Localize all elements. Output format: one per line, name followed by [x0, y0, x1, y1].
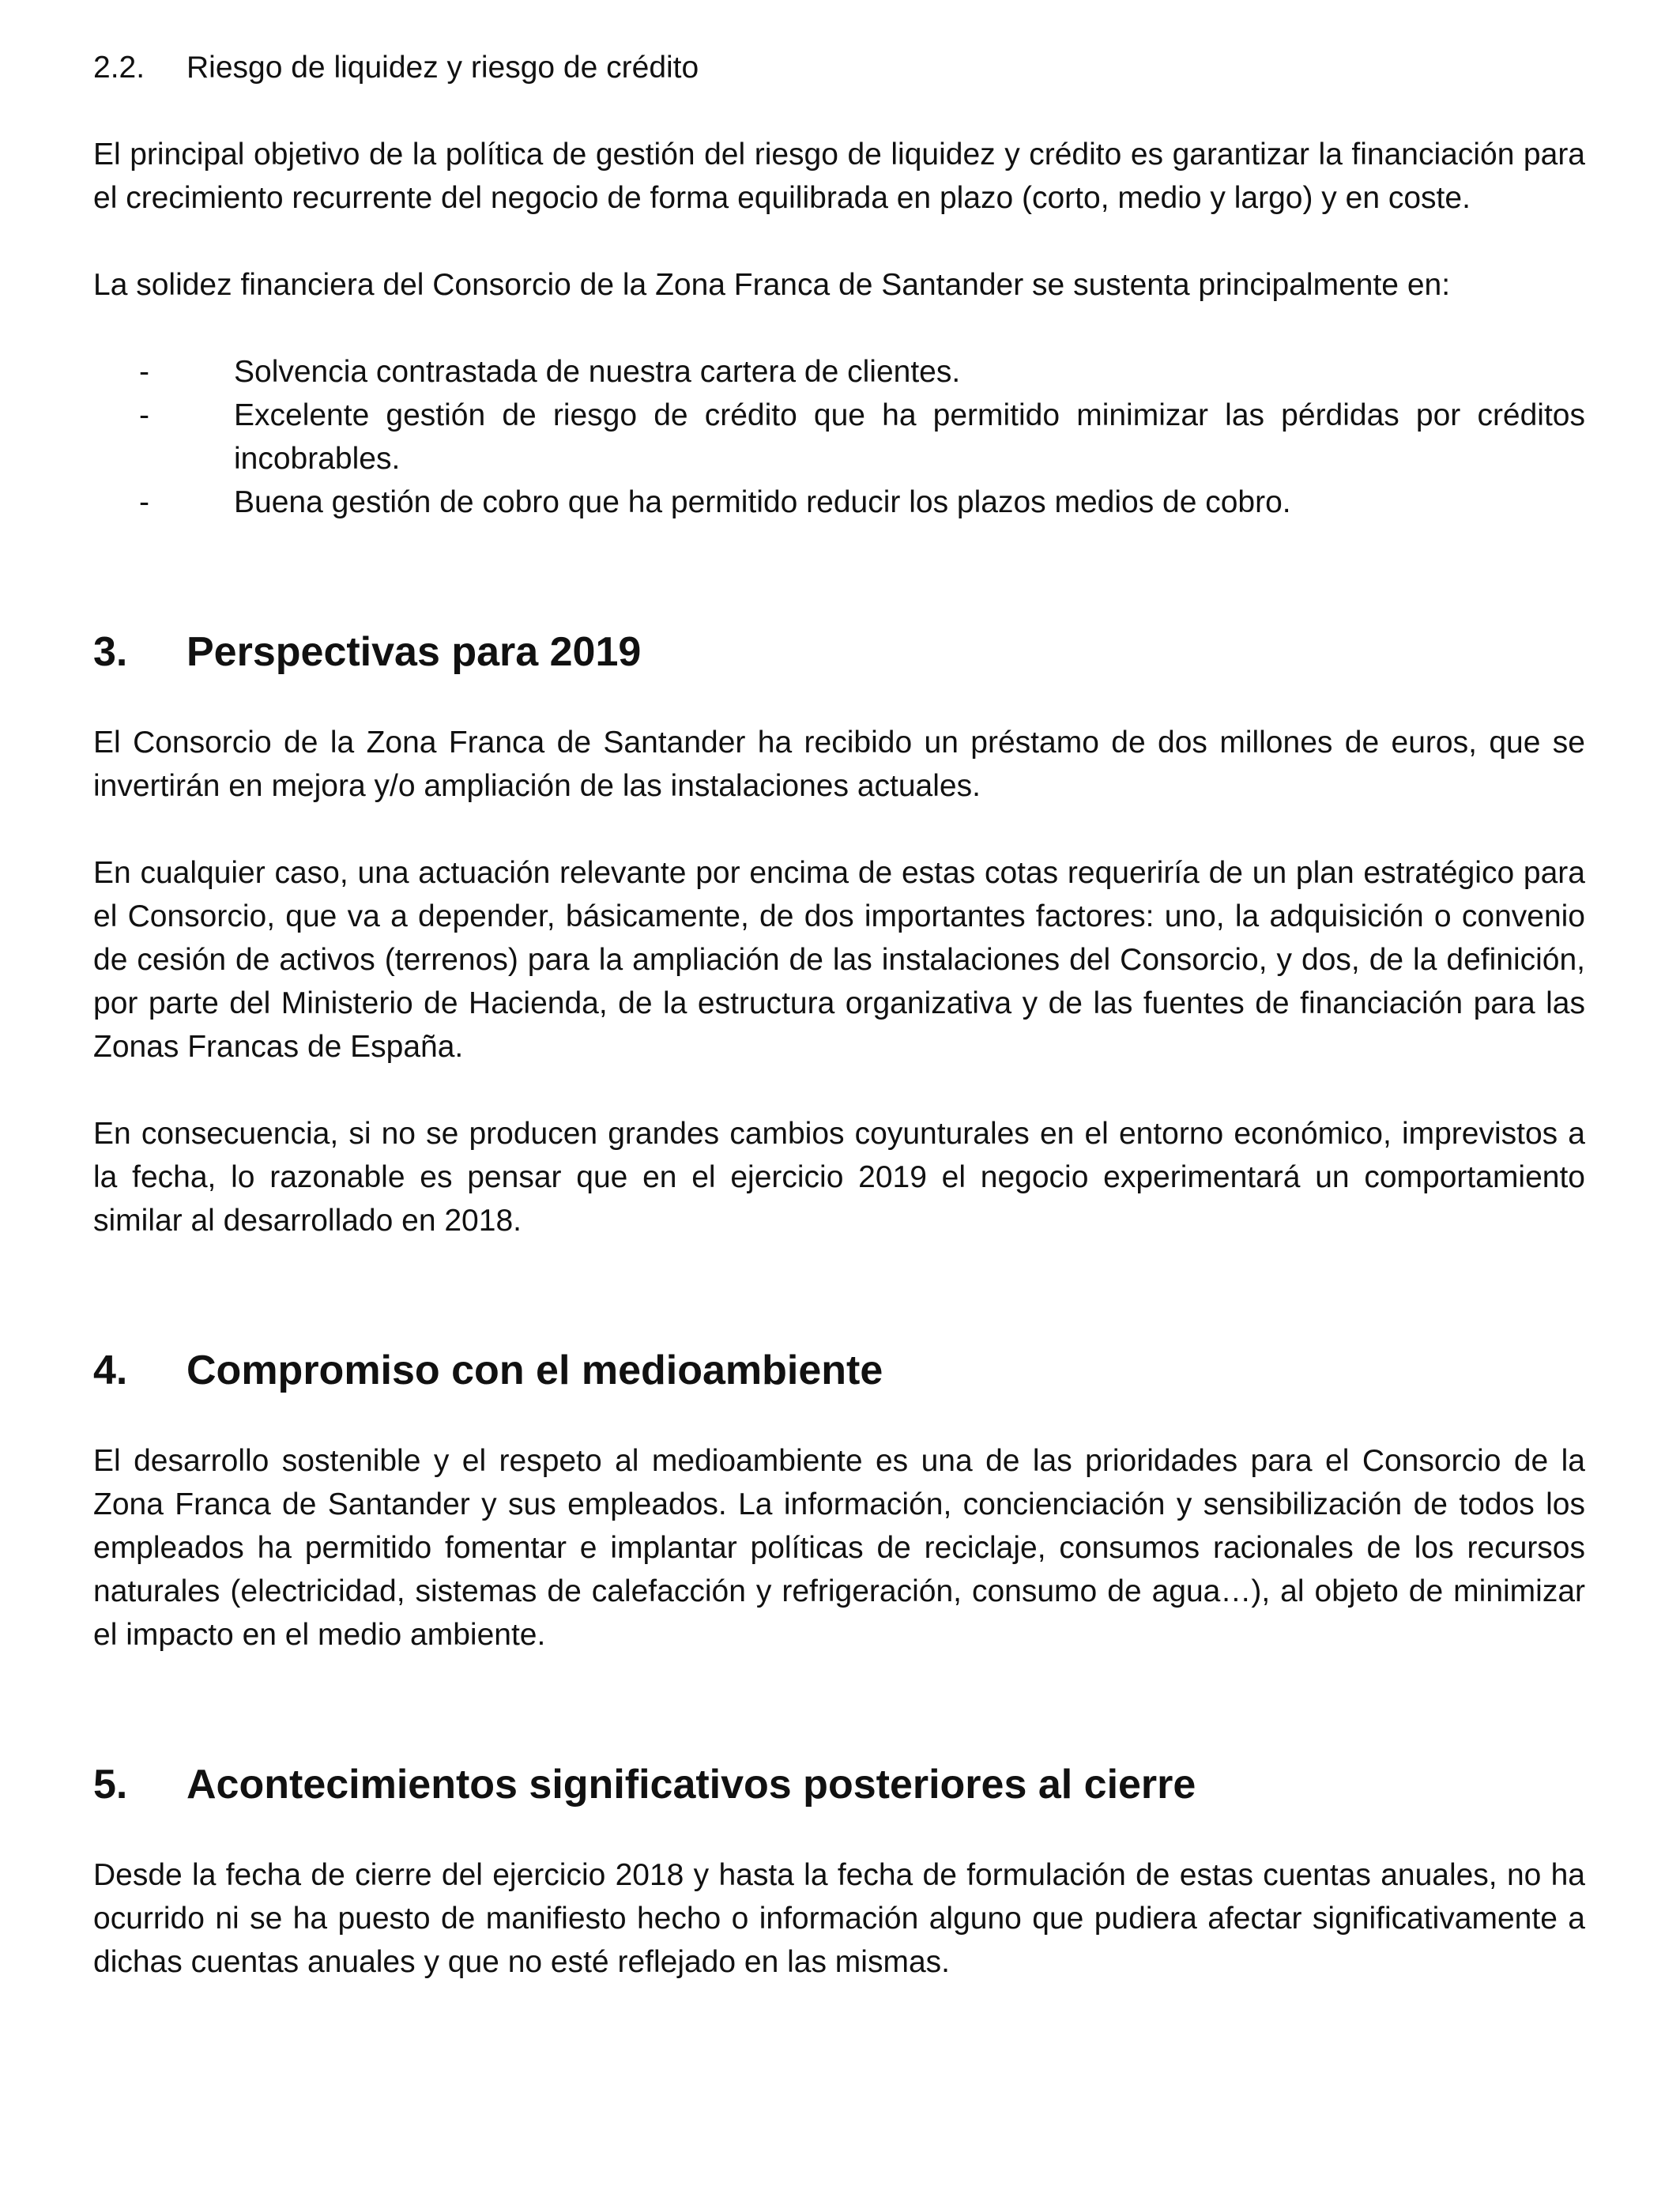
section-heading [93, 1759, 1585, 1810]
section-number: 5. [93, 1762, 128, 1808]
subsection-number: 2.2. [93, 51, 145, 85]
section-number: 4. [93, 1348, 128, 1393]
paragraph: El Consorcio de la Zona Franca de Santander ha recibido un préstamo de dos millones de euros, que se invertirán en mejora y/o ampliación de las instalaciones actuales. [93, 726, 1585, 803]
section-title: Compromiso con el medioambiente [186, 1348, 883, 1393]
subsection-title: Riesgo de liquidez y riesgo de crédito [186, 51, 699, 85]
bullet-dash: - [139, 398, 149, 432]
bullet-dash: - [139, 355, 149, 389]
section-heading [93, 1345, 1585, 1396]
subsection-heading [93, 46, 1585, 89]
bullet-text: Excelente gestión de riesgo de crédito que ha permitido minimizar las pérdidas por créditos incobrables. [234, 398, 1585, 476]
paragraph: Desde la fecha de cierre del ejercicio 2018 y hasta la fecha de formulación de estas cuentas anuales, no ha ocurrido ni se ha puesto de manifiesto hecho o información alguno que pudiera afectar significativamente a dichas cuentas anuales y que no esté reflejado en las mismas. [93, 1858, 1585, 1979]
paragraph: En consecuencia, si no se producen grandes cambios coyunturales en el entorno económico, imprevistos a la fecha, lo razonable es pensar que en el ejercicio 2019 el negocio experimentará un comportamiento similar al desarrollado en 2018. [93, 1117, 1585, 1238]
section-title: Perspectivas para 2019 [186, 629, 642, 675]
list-item [93, 481, 1585, 524]
list-item [93, 350, 1585, 394]
document-page [93, 41, 1585, 1984]
bullet-list [93, 350, 1585, 524]
list-item [93, 394, 1585, 481]
bullet-text: Buena gestión de cobro que ha permitido reducir los plazos medios de cobro. [234, 485, 1291, 519]
paragraph: El principal objetivo de la política de gestión del riesgo de liquidez y crédito es garantizar la financiación para el crecimiento recurrente del negocio de forma equilibrada en plazo (corto, medio y largo) y en coste. [93, 138, 1585, 215]
paragraph: En cualquier caso, una actuación relevante por encima de estas cotas requeriría de un plan estratégico para el Consorcio, que va a depender, básicamente, de dos importantes factores: uno, la adquisición o convenio de cesión de activos (terrenos) para la ampliación de las instalaciones del Consorcio, y dos, de la definición, por parte del Ministerio de Hacienda, de la estructura organizativa y de las fuentes de financiación para las Zonas Francas de España. [93, 856, 1585, 1064]
section-number: 3. [93, 629, 128, 675]
bullet-text: Solvencia contrastada de nuestra cartera de clientes. [234, 355, 961, 389]
paragraph: El desarrollo sostenible y el respeto al medioambiente es una de las prioridades para el Consorcio de la Zona Franca de Santander y sus empleados. La información, concienciación y sensibilización de todos los empleados ha permitido fomentar e implantar políticas de reciclaje, consumos racionales de los recursos naturales (electricidad, sistemas de calefacción y refrigeración, consumo de agua…), al objeto de minimizar el impacto en el medio ambiente. [93, 1444, 1585, 1652]
bullet-dash: - [139, 485, 149, 519]
section-heading [93, 627, 1585, 677]
paragraph: La solidez financiera del Consorcio de la Zona Franca de Santander se sustenta principalmente en: [93, 268, 1451, 302]
section-title: Acontecimientos significativos posteriores al cierre [186, 1762, 1196, 1808]
